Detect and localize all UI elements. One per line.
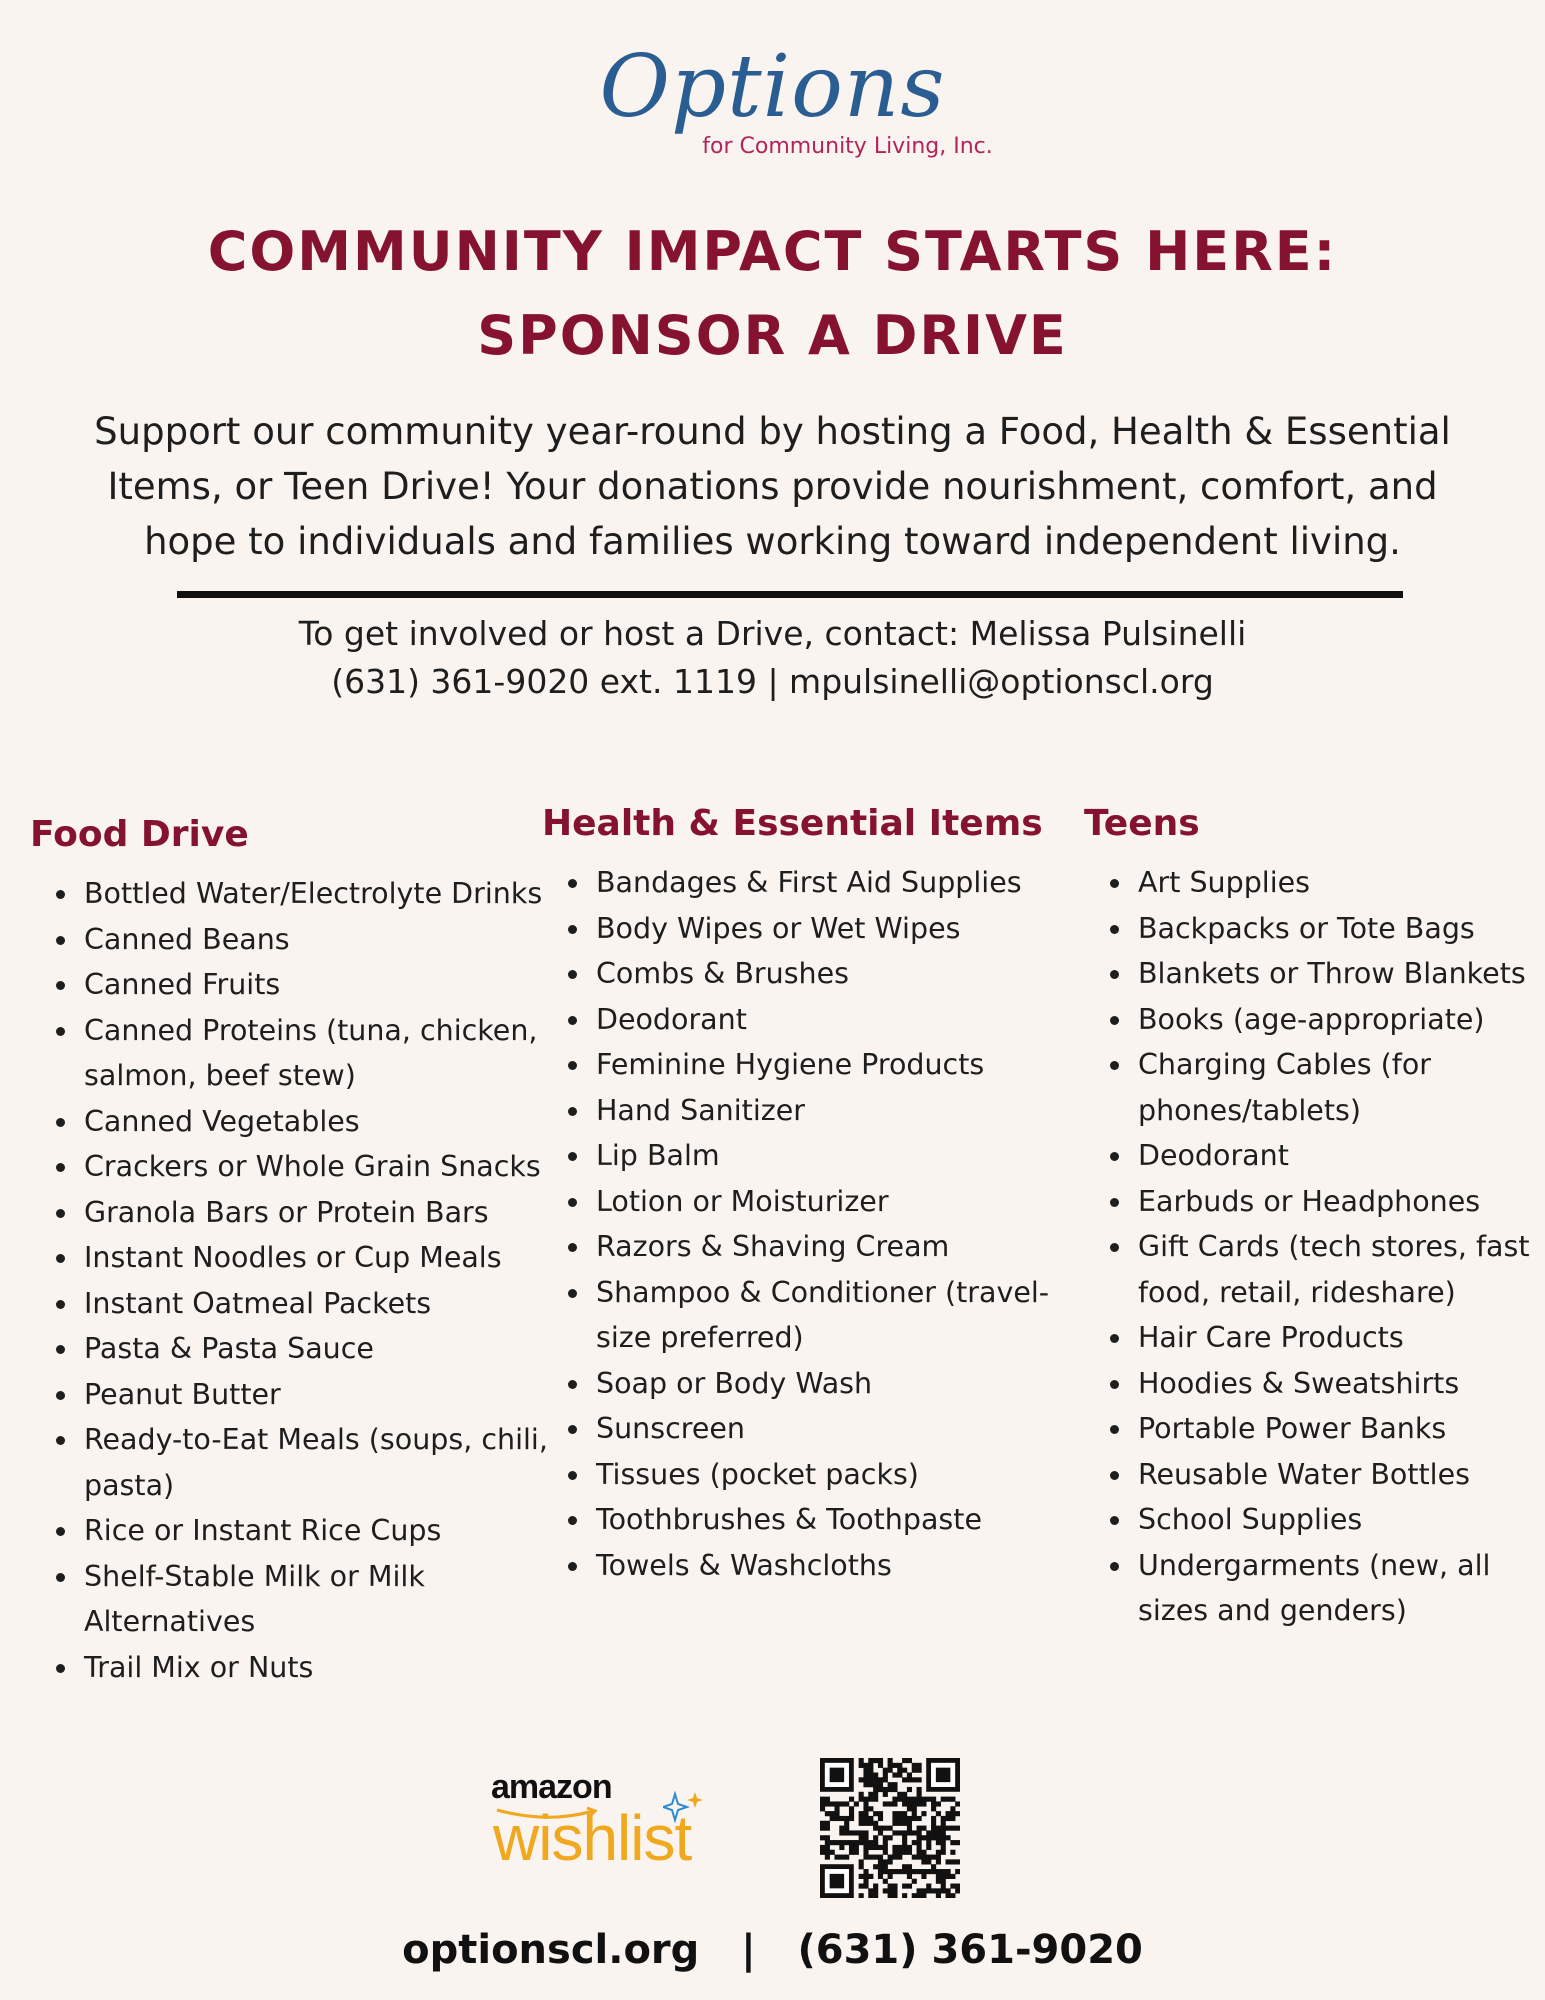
list-item: • Books (age-appropriate) (1134, 997, 1544, 1043)
list-item: • Canned Fruits (80, 962, 550, 1008)
list-item: • Canned Vegetables (80, 1099, 550, 1145)
list-item: • Body Wipes or Wet Wipes (592, 906, 1062, 952)
list-item: • Reusable Water Bottles (1134, 1452, 1544, 1498)
list-item: • Blankets or Throw Blankets (1134, 951, 1544, 997)
list-item: • Crackers or Whole Grain Snacks (80, 1144, 550, 1190)
list-item: • Soap or Body Wash (592, 1361, 1062, 1407)
list-item: • Hand Sanitizer (592, 1088, 1062, 1134)
list-item: • Bottled Water/Electrolyte Drinks (80, 871, 550, 917)
contact-line-2: (631) 361-9020 ext. 1119 | mpulsinelli@optionscl.org (331, 662, 1214, 701)
list-item: • Trail Mix or Nuts (80, 1645, 550, 1691)
list-item: • Feminine Hygiene Products (592, 1042, 1062, 1088)
list-item: • Granola Bars or Protein Bars (80, 1190, 550, 1236)
headline-line-1: COMMUNITY IMPACT STARTS HERE: (207, 220, 1338, 283)
footer: optionscl.org | (631) 361-9020 (402, 1927, 1143, 1973)
teens-column (1084, 803, 1544, 1634)
list-item: • Ready-to-Eat Meals (soups, chili, pasta) (80, 1417, 550, 1508)
health-items-heading: Health & Essential Items (542, 803, 1043, 844)
list-item: • Instant Noodles or Cup Meals (80, 1235, 550, 1281)
list-item: • Sunscreen (592, 1406, 1062, 1452)
list-item: • Hair Care Products (1134, 1315, 1544, 1361)
list-item: • School Supplies (1134, 1497, 1544, 1543)
page-title (0, 210, 1545, 378)
health-items-column (542, 803, 1062, 1588)
wishlist-wordmark: wishlist (493, 1802, 692, 1874)
list-item: • Hoodies & Sweatshirts (1134, 1361, 1544, 1407)
list-item: • Art Supplies (1134, 860, 1544, 906)
list-item: • Undergarments (new, all sizes and genders) (1134, 1543, 1544, 1634)
teens-list (1084, 860, 1544, 1634)
sparkle-icon (663, 1790, 705, 1824)
list-item: • Shelf-Stable Milk or Milk Alternatives (80, 1554, 550, 1645)
intro-line-3: hope to individuals and families working toward independent living. (144, 520, 1401, 563)
list-item: • Tissues (pocket packs) (592, 1452, 1062, 1498)
list-item: • Shampoo & Conditioner (travel-size preferred) (592, 1270, 1062, 1361)
list-item: • Pasta & Pasta Sauce (80, 1326, 550, 1372)
contact-info (0, 610, 1545, 706)
intro-line-1: Support our community year-round by hosting a Food, Health & Essential (94, 410, 1451, 453)
list-item: • Deodorant (1134, 1133, 1544, 1179)
list-item: • Backpacks or Tote Bags (1134, 906, 1544, 952)
amazon-wishlist-logo[interactable] (485, 1768, 755, 1878)
list-item: • Peanut Butter (80, 1372, 550, 1418)
list-item: • Gift Cards (tech stores, fast food, retail, rideshare) (1134, 1224, 1544, 1315)
qr-code[interactable] (820, 1758, 960, 1898)
logo (0, 37, 1545, 159)
divider (177, 591, 1403, 598)
amazon-wordmark: amazon (491, 1768, 612, 1806)
list-item: • Instant Oatmeal Packets (80, 1281, 550, 1327)
list-item: • Charging Cables (for phones/tablets) (1134, 1042, 1544, 1133)
qr-code-image (820, 1758, 960, 1898)
logo-tagline: for Community Living, Inc. (702, 134, 993, 159)
list-item: • Earbuds or Headphones (1134, 1179, 1544, 1225)
intro-line-2: Items, or Teen Drive! Your donations provide nourishment, comfort, and (107, 465, 1438, 508)
intro-paragraph (60, 404, 1485, 569)
logo-wordmark: Options (599, 37, 946, 137)
list-item: • Lip Balm (592, 1133, 1062, 1179)
list-item: • Towels & Washcloths (592, 1543, 1062, 1589)
list-item: • Canned Beans (80, 917, 550, 963)
food-drive-column (30, 814, 550, 1690)
health-items-list (542, 860, 1062, 1588)
list-item: • Bandages & First Aid Supplies (592, 860, 1062, 906)
food-drive-heading: Food Drive (30, 814, 249, 855)
list-item: • Canned Proteins (tuna, chicken, salmon, beef stew) (80, 1008, 550, 1099)
list-item: • Toothbrushes & Toothpaste (592, 1497, 1062, 1543)
list-item: • Razors & Shaving Cream (592, 1224, 1062, 1270)
list-item: • Portable Power Banks (1134, 1406, 1544, 1452)
headline-line-2: SPONSOR A DRIVE (477, 304, 1068, 367)
list-item: • Lotion or Moisturizer (592, 1179, 1062, 1225)
list-item: • Combs & Brushes (592, 951, 1062, 997)
contact-line-1: To get involved or host a Drive, contact: Melissa Pulsinelli (298, 614, 1247, 653)
list-item: • Rice or Instant Rice Cups (80, 1508, 550, 1554)
teens-heading: Teens (1084, 803, 1200, 844)
food-drive-list (30, 871, 550, 1690)
list-item: • Deodorant (592, 997, 1062, 1043)
